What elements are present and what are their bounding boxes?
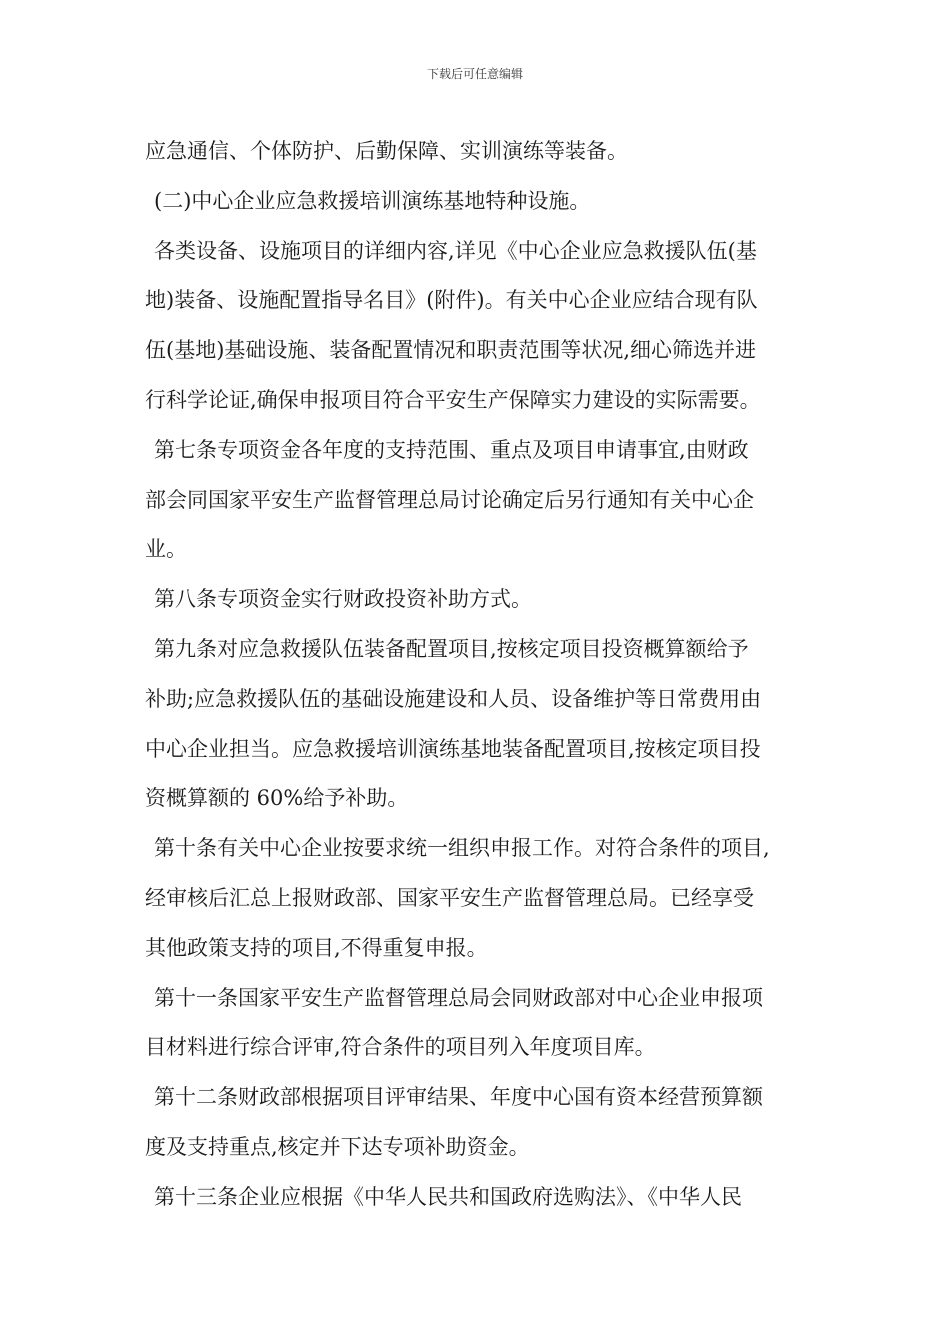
text-line: 其他政策支持的项目,不得重复申报。 (145, 935, 488, 960)
text-line: 目材料进行综合评审,符合条件的项目列入年度项目库。 (145, 1035, 656, 1060)
document-body (145, 127, 810, 1223)
text-line: 第十二条财政部根据项目评审结果、年度中心国有资本经营预算额 (154, 1085, 763, 1110)
page-header: 下载后可任意编辑 (426, 67, 523, 81)
text-line: 第十三条企业应根据《中华人民共和国政府选购法》、《中华人民 (154, 1184, 742, 1209)
text-line: 经审核后汇总上报财政部、国家平安生产监督管理总局。已经享受 (145, 885, 754, 910)
text-line: 第八条专项资金实行财政投资补助方式。 (154, 587, 532, 612)
text-line: (二)中心企业应急救援培训演练基地特种设施。 (154, 188, 591, 213)
text-line: 度及支持重点,核定并下达专项补助资金。 (145, 1134, 530, 1159)
text-line: 第十一条国家平安生产监督管理总局会同财政部对中心企业申报项 (154, 985, 763, 1010)
text-line: 中心企业担当。应急救援培训演练基地装备配置项目,按核定项目投 (145, 736, 761, 761)
text-line: 各类设备、设施项目的详细内容,详见《中心企业应急救援队伍(基 (154, 238, 757, 263)
text-line: 业。 (145, 537, 187, 562)
text-line: 伍(基地)基础设施、装备配置情况和职责范围等状况,细心筛选并进 (145, 338, 757, 363)
text-line: 第九条对应急救援队伍装备配置项目,按核定项目投资概算额给予 (154, 636, 749, 661)
text-line: 补助;应急救援队伍的基础设施建设和人员、设备维护等日常费用由 (145, 686, 762, 711)
text-line: 第七条专项资金各年度的支持范围、重点及项目申请事宜,由财政 (154, 437, 749, 462)
text-line: 行科学论证,确保申报项目符合平安生产保障实力建设的实际需要。 (145, 387, 761, 412)
text-line: 应急通信、个体防护、后勤保障、实训演练等装备。 (145, 139, 628, 163)
text-line: 第十条有关中心企业按要求统一组织申报工作。对符合条件的项目, (154, 836, 770, 861)
text-line: 部会同国家平安生产监督管理总局讨论确定后另行通知有关中心企 (145, 487, 754, 512)
text-line: 地)装备、设施配置指导名目》(附件)。有关中心企业应结合现有队 (145, 288, 758, 313)
text-line: 资概算额的 60%给予补助。 (145, 786, 409, 811)
